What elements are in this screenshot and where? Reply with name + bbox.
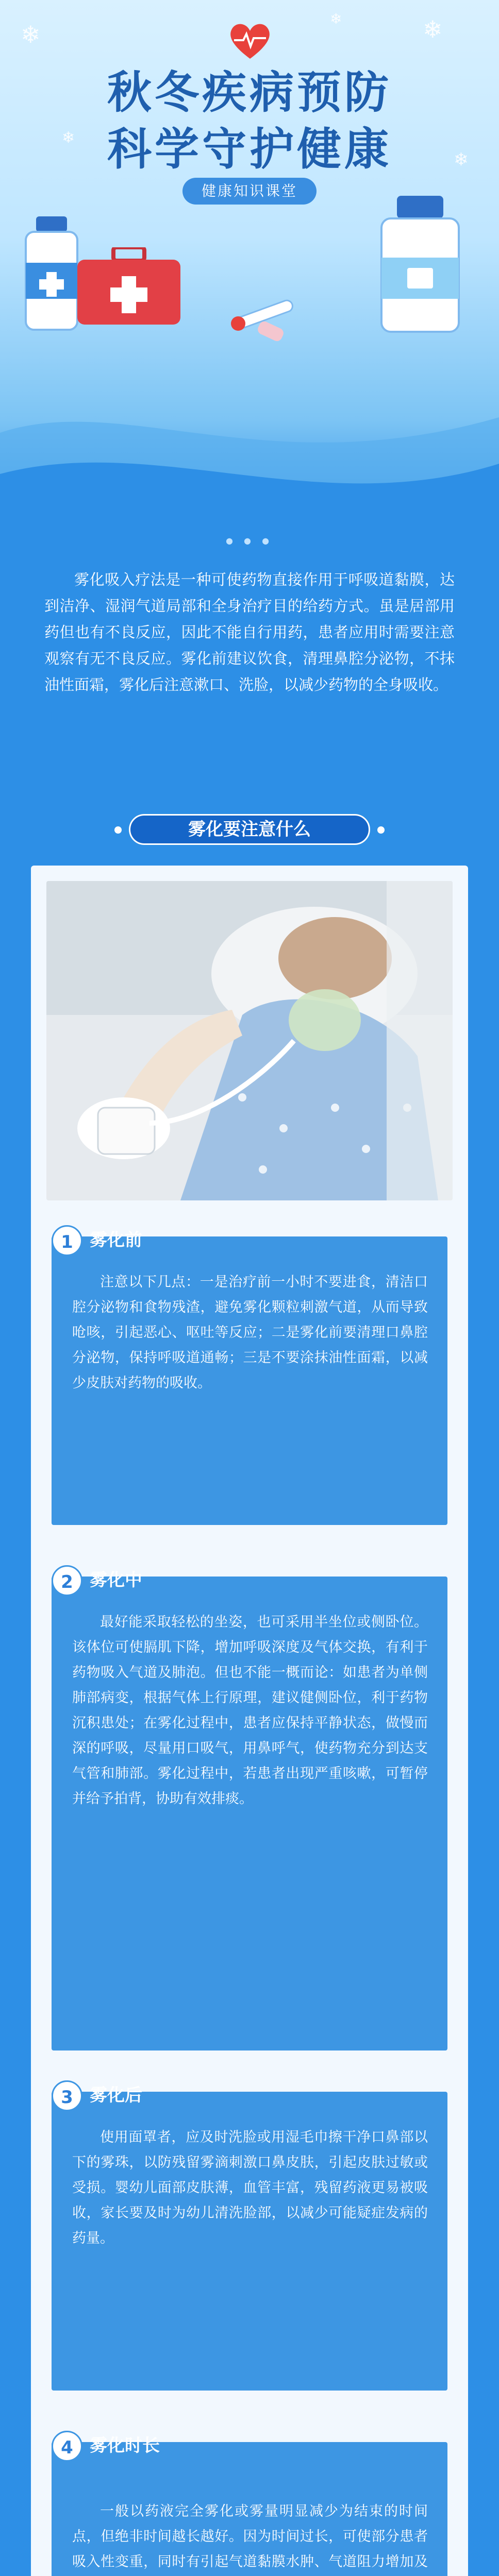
step-card-4 <box>52 2435 447 2576</box>
thermometer-icon <box>227 283 299 345</box>
nebulizer-child-photo <box>46 881 453 1200</box>
first-aid-kit-icon <box>77 247 180 325</box>
pill-dot-left <box>114 826 122 834</box>
step-text: 最好能采取轻松的坐姿，也可采用半坐位或侧卧位。该体位可使膈肌下降，增加呼吸深度及气体交换，有利于药物吸入气道及肺泡。但也不能一概而论：如患者为单侧肺部病变，根据气体上行原理，建议健侧卧位，利于药物沉积患处；在雾化过程中，患者应保持平静状态，做慢而深的呼吸，尽量用口吸气，用鼻呼气，使药物充分到达支气管和肺部。雾化过程中，若患者出现严重咳嗽，可暂停并给予拍背，协助有效排痰。 <box>72 1614 428 1807</box>
step-card-1 <box>52 1230 447 1525</box>
step-title: 雾化前 <box>90 1230 142 1250</box>
step-number: 3 <box>52 2080 82 2111</box>
snowflake-icon: ❄ <box>62 129 75 147</box>
step-text: 一般以药液完全雾化或雾量明显减少为结束的时间点，但绝非时间越长越好。因为时间过长，可使部分患者吸入性变重，同时有引起气道黏膜水肿、气道阻力增加及 <box>72 2503 428 2570</box>
pill-dot-right <box>377 826 385 834</box>
section-title: 雾化要注意什么 <box>129 814 370 845</box>
step-text: 注意以下几点：一是治疗前一小时不要进食，清洁口腔分泌物和食物残渣，避免雾化颗粒刺激气道，从而导致呛咳，引起恶心、呕吐等反应；二是雾化前要清理口鼻腔分泌物，保持呼吸道通畅；三是不要涂抹油性面霜，以减少皮肤对药物的吸收。 <box>72 1274 428 1391</box>
step-title: 雾化时长 <box>90 2435 160 2456</box>
step-number: 4 <box>52 2431 82 2462</box>
step-title: 雾化中 <box>90 1570 142 1590</box>
snowflake-icon: ❄ <box>454 149 469 170</box>
step-number: 2 <box>52 1565 82 1596</box>
step-number: 1 <box>52 1225 82 1256</box>
wave-decoration <box>0 371 499 526</box>
step-title: 雾化后 <box>90 2085 142 2106</box>
dot-separator: ● ● ● <box>225 536 274 546</box>
page-title-line-2: 科学守护健康 <box>107 124 392 175</box>
step-text: 使用面罩者，应及时洗脸或用湿毛巾擦干净口鼻部以下的雾珠，以防残留雾滴刺激口鼻皮肤，引起皮肤过敏或受损。婴幼儿面部皮肤薄，血管丰富，残留药液更易被吸收，家长要及时为幼儿清洗脸部，以减少可能疑症发病的药量。 <box>72 2129 428 2246</box>
subtitle-badge: 健康知识课堂 <box>182 178 317 205</box>
step-card-2 <box>52 1570 447 2050</box>
snowflake-icon: ❄ <box>21 21 41 48</box>
page-title-line-1: 秋冬疾病预防 <box>107 67 392 118</box>
heart-pulse-icon <box>227 21 273 62</box>
snowflake-icon: ❄ <box>423 15 443 43</box>
hero-banner <box>0 0 499 526</box>
step-card-3 <box>52 2085 447 2391</box>
medicine-bottle-icon <box>21 216 82 335</box>
intro-paragraph: 雾化吸入疗法是一种可使药物直接作用于呼吸道黏膜，达到洁净、湿润气道局部和全身治疗目的给药方式。虽是居部用药但也有不良反应，因此不能自行用药，患者应用时需要注意观察有无不良反应。雾化前建议饮食，清理鼻腔分泌物，不抹油性面霜，雾化后注意漱口、洗脸，以减少药物的全身吸收。 <box>44 571 455 693</box>
snowflake-icon: ❄ <box>330 10 342 27</box>
medicine-bottle-icon <box>371 196 469 335</box>
